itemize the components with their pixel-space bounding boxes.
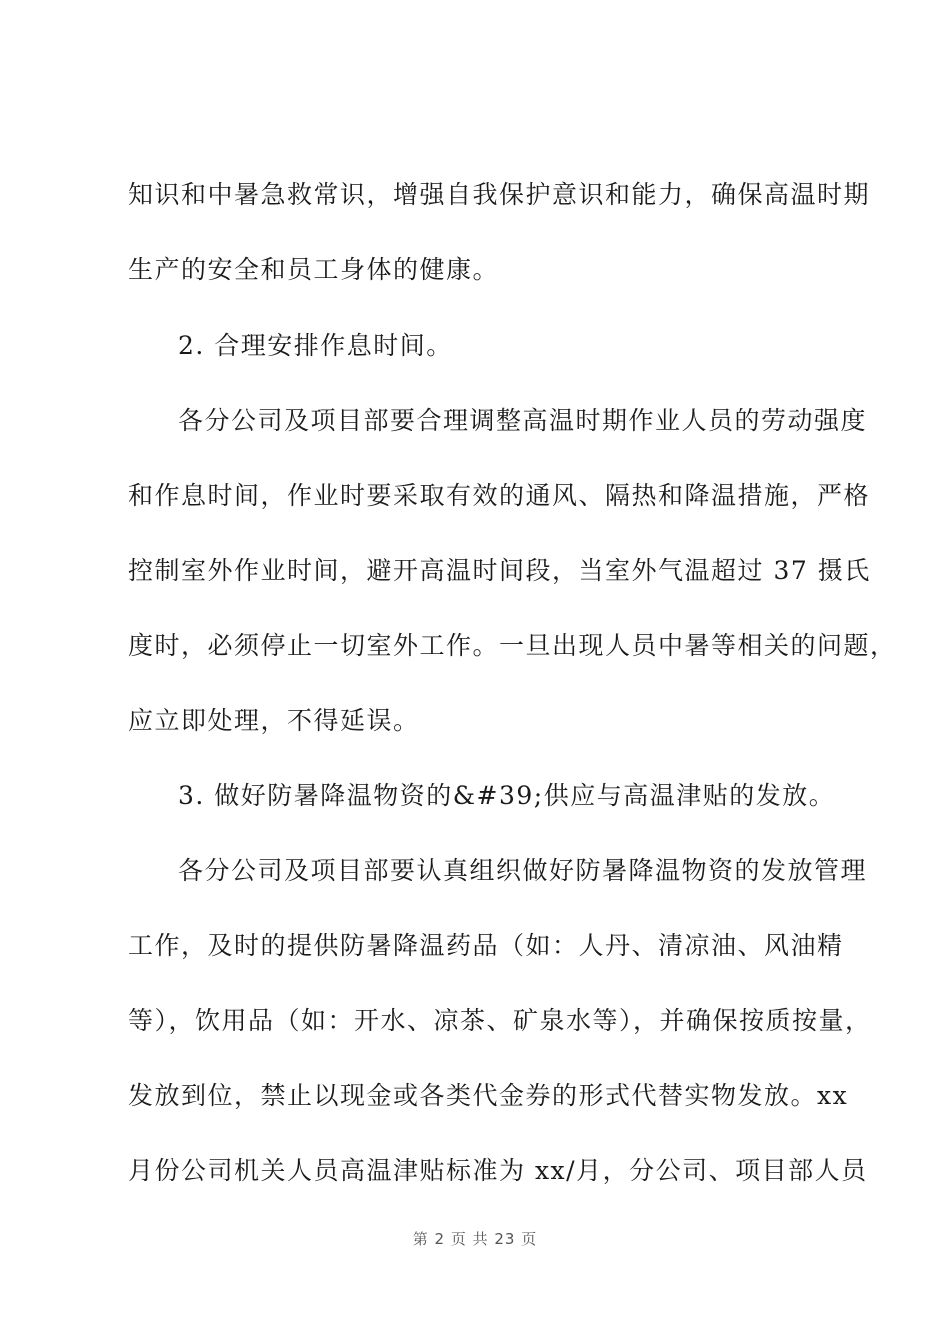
body-line-2: 生产的安全和员工身体的健康。	[128, 255, 500, 284]
body-line-8: 应立即处理，不得延误。	[128, 706, 420, 735]
body-line-1: 知识和中暑急救常识，增强自我保护意识和能力，确保高温时期	[128, 180, 871, 209]
body-line-4: 各分公司及项目部要合理调整高温时期作业人员的劳动强度	[178, 406, 868, 435]
page-number-footer: 第 2 页 共 23 页	[412, 1230, 538, 1248]
body-line-13: 发放到位，禁止以现金或各类代金券的形式代替实物发放。xx	[128, 1081, 849, 1110]
body-line-10: 各分公司及项目部要认真组织做好防暑降温物资的发放管理	[178, 856, 868, 885]
section-heading-3: 3. 做好防暑降温物资的&#39;供应与高温津贴的发放。	[178, 781, 836, 810]
section-heading-2: 2. 合理安排作息时间。	[178, 331, 453, 360]
body-line-12: 等），饮用品（如：开水、凉茶、矿泉水等），并确保按质按量，	[128, 1006, 872, 1035]
body-line-5: 和作息时间，作业时要采取有效的通风、隔热和降温措施，严格	[128, 481, 871, 510]
body-line-11: 工作，及时的提供防暑降温药品（如：人丹、清凉油、风油精	[128, 931, 844, 960]
body-line-7: 度时，必须停止一切室外工作。一旦出现人员中暑等相关的问题，	[128, 631, 897, 660]
body-line-14: 月份公司机关人员高温津贴标准为 xx/月，分公司、项目部人员	[128, 1156, 868, 1185]
body-line-6: 控制室外作业时间，避开高温时间段，当室外气温超过 37 摄氏	[128, 556, 871, 585]
